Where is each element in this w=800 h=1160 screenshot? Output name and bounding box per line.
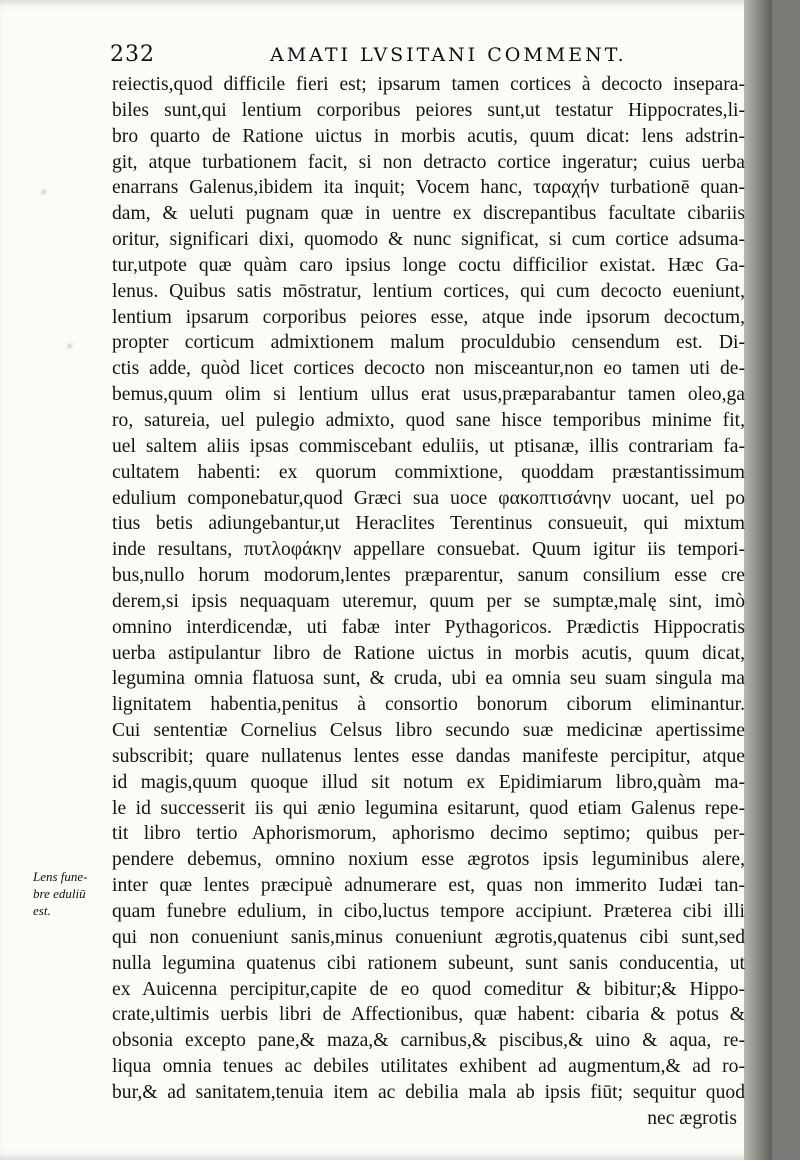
text-line: tur,utpote quæ quàm caro ipsius longe coctu difficilior existat. Hæc Ga- [112,254,745,276]
text-line: bus,nullo horum modorum,lentes præparentur, sanum consilium esse cre [112,565,745,587]
marginal-note-line: Lens fune- [33,869,88,884]
text-line: Cui sententiæ Cornelius Celsus libro secundo suæ medicinæ apertissime [112,720,745,742]
text-line: pendere debemus, omnino noxium esse ægrotos ipsis leguminibus alere, [112,849,745,871]
text-line: ex Auicenna percipitur,capite de eo quod comeditur & bibitur;& Hippo- [112,978,745,1000]
text-line: uel saltem aliis ipsas commiscebant eduliis, ut ptisanæ, illis contrariam fa- [112,435,745,457]
bleed-through-mark: ✳ [38,187,48,199]
text-line: biles sunt,qui lentium corporibus peiores sunt,ut testatur Hippocrates,li- [112,99,745,121]
text-line: edulium componebatur,quod Græci sua uoce φακοπτισάνην uocant, uel po [112,487,745,509]
marginal-note [33,868,111,919]
text-line: tit libro tertio Aphorismorum, aphorismo decimo septimo; quibus per- [112,823,745,845]
text-line: legumina omnia flatuosa sunt, & cruda, ubi ea omnia seu suam singula ma [112,668,745,690]
text-line: uerba astipulantur libro de Ratione uictus in morbis acutis, quum dicat, [112,642,745,664]
text-line: inde resultans, πυτλοφάκην appellare consuebat. Quum igitur iis tempori- [112,539,745,561]
text-line: git, atque turbationem facit, si non detracto cortice ingeratur; cuius uerba [112,151,745,173]
text-line: lentium ipsarum corporibus peiores esse, atque inde ipsorum decoctum, [112,306,745,328]
marginal-note-line: est. [33,903,51,918]
text-line: crate,ultimis uerbis libri de Affectionibus, quæ habent: cibaria & potus & [112,1004,745,1026]
text-line: oritur, significari dixi, quomodo & nunc significat, si cum cortice adsuma- [112,229,745,251]
running-title: AMATI LVSITANI COMMENT. [270,44,627,66]
text-line: inter quæ lentes præcipuè adnumerare est, quas non immerito Iudæi tan- [112,875,745,897]
page-number: 232 [110,42,155,67]
text-line: lignitatem habentia,penitus à consortio bonorum ciborum eliminantur. [112,694,745,716]
text-line: tius betis adiungebantur,ut Heraclites Terentinus consueuit, qui mixtum [112,513,745,535]
text-line: enarrans Galenus,ibidem ita inquit; Vocem hanc, ταραχήν turbationē quan- [112,177,745,199]
text-line: le id successerit iis qui ænio legumina esitarunt, quod etiam Galenus repe- [112,797,745,819]
text-line: ro, satureia, uel pulegio admixto, quod sane hisce temporibus minime fit, [112,409,745,431]
catchword: nec ægrotis [647,1107,737,1129]
text-line: cultatem habenti: ex quorum commixtione, quoddam præstantissimum [112,461,745,483]
text-line: qui non conueniunt sanis,minus conueniunt ægrotis,quatenus cibi sunt,sed [112,926,745,948]
page-edge-shadow [744,0,772,1160]
text-line: id magis,quum quoque illud sit notum ex Epidimiarum libro,quàm ma- [112,771,745,793]
text-line: obsonia excepto pane,& maza,& carnibus,& piscibus,& uino & aqua, re- [112,1030,745,1052]
text-line: bro quarto de Ratione uictus in morbis acutis, quum dicat: lens adstrin- [112,125,745,147]
text-line: lenus. Quibus satis mōstratur, lentium cortices, qui cum decocto eueniunt, [112,280,745,302]
text-line: subscribit; quare nullatenus lentes esse dandas manifeste percipitur, atque [112,745,745,767]
text-line: dam, & ueluti pugnam quæ in uentre ex discrepantibus facultate cibariis [112,203,745,225]
body-text [112,72,745,1132]
text-line: bur,& ad sanitatem,tenuia item ac debilia mala ab ipsis fiūt; sequitur quod [112,1081,745,1103]
text-line: ctis adde, quòd licet cortices decocto non misceantur,non eo tamen uti de- [112,358,745,380]
bleed-through-mark: ✳ [64,341,74,353]
text-line: reiectis,quod difficile fieri est; ipsarum tamen cortices à decocto insepara- [112,74,745,95]
text-line: bemus,quum olim si lentium ullus erat usus,præparabantur tamen oleo,ga [112,384,745,406]
text-line: derem,si ipsis nequaquam uteremur, quum per se sumptæ,malę sint, imò [112,590,745,612]
page-header [110,42,760,70]
text-line: nulla legumina quatenus cibi rationem subeunt, sunt sanis conducentia, ut [112,952,745,974]
text-line: propter corticum admixtionem malum proculdubio censendum est. Di- [112,332,745,354]
marginal-note-line: bre eduliū [33,886,86,901]
text-line: quam funebre edulium, in cibo,luctus tempore accipiunt. Præterea cibi illi [112,901,745,922]
text-line: omnino interdicendæ, uti fabæ inter Pythagoricos. Prædictis Hippocratis [112,616,745,638]
text-line: liqua omnia tenues ac debiles utilitates exhibent ad augmentum,& ad ro- [112,1056,745,1078]
